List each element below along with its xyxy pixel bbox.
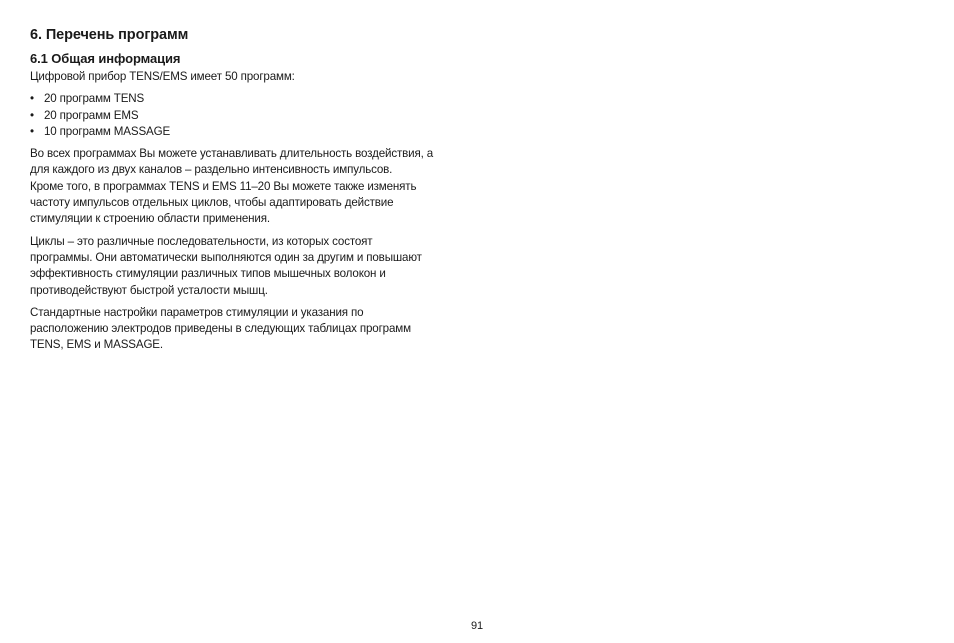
text-line: Стандартные настройки параметров стимуляции и указания по bbox=[30, 305, 364, 319]
program-list bbox=[30, 91, 480, 140]
text-line: расположению электродов приведены в следующих таблицах программ bbox=[30, 322, 411, 336]
page-title: 6. Перечень программ bbox=[30, 27, 189, 43]
list-item bbox=[30, 91, 480, 107]
text-line: Кроме того, в программах TENS и EMS 11–20 Вы можете также изменять bbox=[30, 179, 417, 193]
intro-line: Цифровой прибор TENS/EMS имеет 50 программ: bbox=[30, 70, 295, 83]
list-item bbox=[30, 124, 480, 140]
text-line: эффективность стимуляции различных типов мышечных волокон и bbox=[30, 267, 386, 281]
bullet-icon: • bbox=[30, 124, 34, 138]
page-number: 91 bbox=[470, 620, 484, 632]
text-line: программы. Они автоматически выполняются один за другим и повышают bbox=[30, 250, 422, 264]
text-line: Во всех программах Вы можете устанавливать длительность воздействия, а bbox=[30, 147, 434, 161]
text-line: Циклы – это различные последовательности, из которых состоят bbox=[30, 234, 373, 248]
list-item-text: 10 программ MASSAGE bbox=[44, 124, 171, 138]
text-line: для каждого из двух каналов – раздельно интенсивность импульсов. bbox=[30, 163, 393, 177]
section-title: 6.1 Общая информация bbox=[30, 51, 181, 66]
bullet-icon: • bbox=[30, 92, 34, 106]
list-item-text: 20 программ EMS bbox=[44, 108, 139, 122]
paragraph-settings bbox=[30, 146, 480, 227]
text-line: TENS, EMS и MASSAGE. bbox=[30, 338, 163, 352]
text-line: противодействуют быстрой усталости мышц. bbox=[30, 283, 268, 297]
text-line: частоту импульсов отдельных циклов, чтобы адаптировать действие bbox=[30, 196, 394, 210]
bullet-icon: • bbox=[30, 108, 34, 122]
paragraph-standard-settings bbox=[30, 305, 480, 354]
body-text bbox=[30, 69, 480, 360]
list-item bbox=[30, 108, 480, 124]
text-line: стимуляции к строению области применения. bbox=[30, 212, 270, 226]
paragraph-cycles bbox=[30, 234, 480, 299]
list-item-text: 20 программ TENS bbox=[44, 92, 145, 106]
